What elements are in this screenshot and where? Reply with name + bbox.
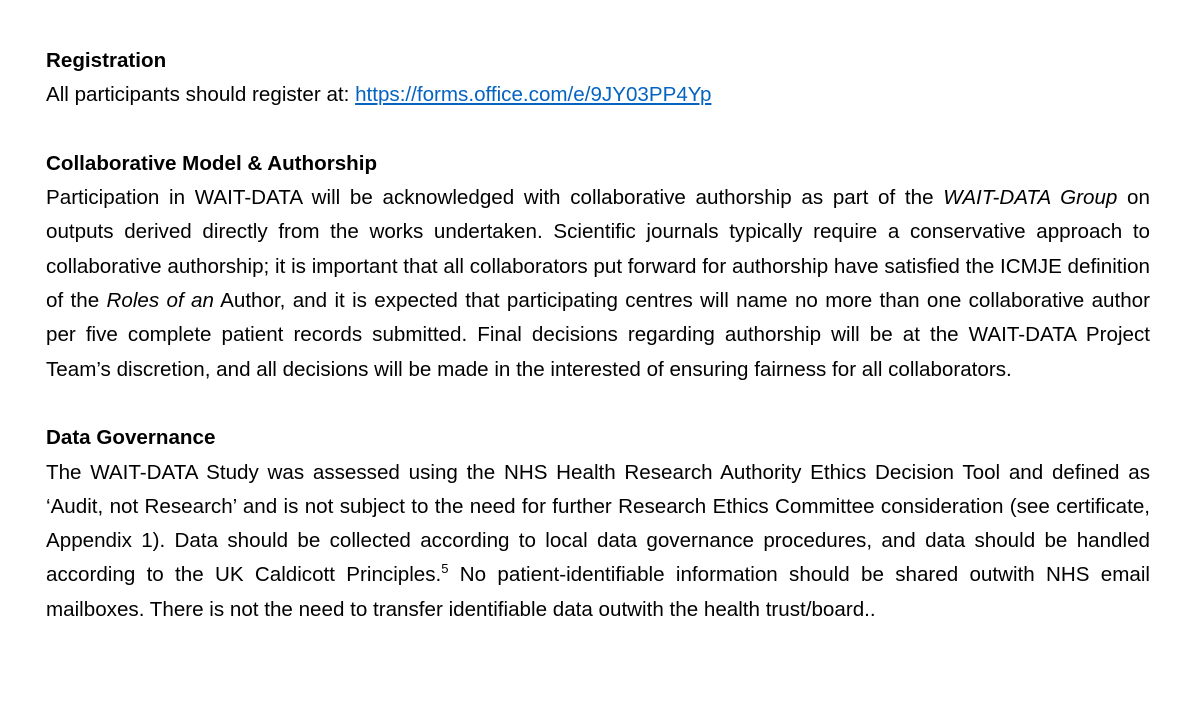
authorship-paragraph: [46, 181, 1150, 387]
registration-section: [46, 44, 1150, 113]
footnote-marker: 5: [441, 561, 449, 577]
authorship-text-2: on outputs derived directly from the works undertaken. Scientific journals typically require a conservative approach to collaborative authorship; it is important that all collaborators put forward for authorship have satisfied the ICMJE definition of the: [46, 186, 1150, 313]
governance-heading: Data Governance: [46, 426, 216, 450]
registration-link[interactable]: https://forms.office.com/e/9JY03PP4Yp: [355, 83, 712, 107]
governance-section: [46, 421, 1150, 627]
governance-text-1: The WAIT-DATA Study was assessed using the NHS Health Research Authority Ethics Decision Tool and defined as ‘Audit, not Research’ and is not subject to the need for further Research Ethics Committee consideration (see certificate, Appendix 1). Data should be collected according to local data governance procedures, and data should be handled according to the UK Caldicott Principles.: [46, 460, 1150, 587]
registration-text: [46, 78, 1150, 112]
authorship-heading: Collaborative Model & Authorship: [46, 151, 378, 175]
authorship-group-name: WAIT-DATA Group: [943, 186, 1118, 210]
authorship-section: [46, 147, 1150, 387]
authorship-roles-name: Roles of an: [106, 289, 214, 313]
governance-paragraph: [46, 456, 1150, 627]
authorship-text-3: Author, and it is expected that participating centres will name no more than one collaborative author per five complete patient records submitted. Final decisions regarding authorship will be at the WAIT-DATA Project Team’s discretion, and all decisions will be made in the interested of ensuring fairness for all collaborators.: [46, 289, 1150, 381]
governance-text-2: No patient-identifiable information should be shared outwith NHS email mailboxes. There is not the need to transfer identifiable data outwith the health trust/board..: [46, 563, 1150, 621]
authorship-text-1: Participation in WAIT-DATA will be acknowledged with collaborative authorship as part of the: [46, 186, 944, 210]
registration-lead: All participants should register at:: [46, 83, 356, 107]
document-page: [46, 44, 1150, 627]
registration-heading: Registration: [46, 49, 167, 72]
